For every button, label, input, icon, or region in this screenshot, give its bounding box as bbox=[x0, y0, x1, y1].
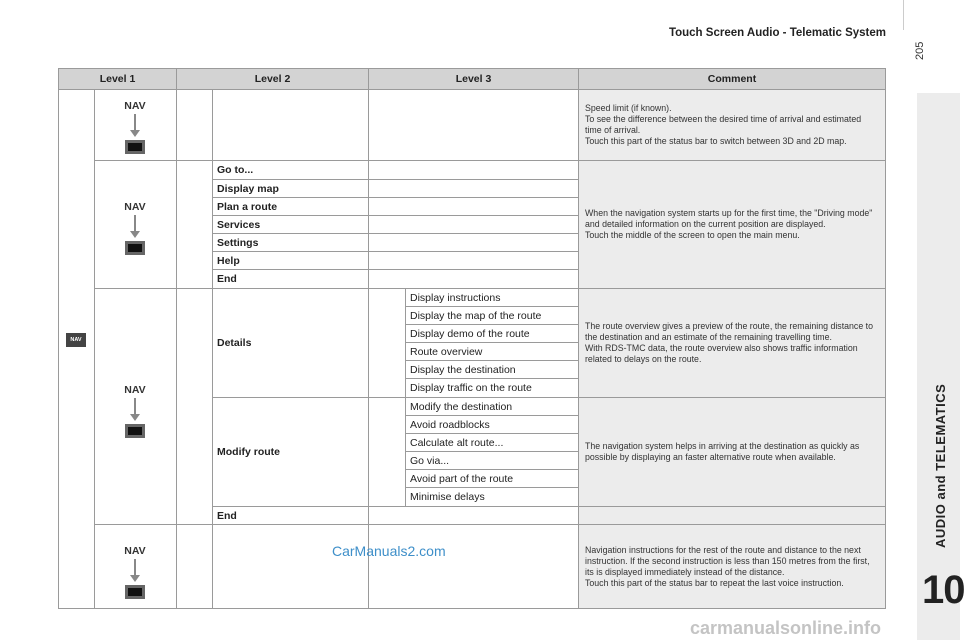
blank-cell bbox=[368, 506, 579, 525]
comment-cell: Speed limit (if known). To see the difference between the desired time of arrival and estimated time of arrival. Touch this part of the status bar to switch between 3D and 2D map. bbox=[578, 89, 886, 161]
details-item: Route overview bbox=[405, 342, 579, 361]
menu-item: Help bbox=[212, 251, 369, 270]
header-level-1: Level 1 bbox=[58, 68, 177, 90]
nav-status-icon bbox=[115, 201, 155, 261]
details-label: Details bbox=[212, 288, 369, 398]
blank-cell bbox=[368, 251, 579, 270]
screen-display-icon bbox=[128, 588, 142, 596]
header-comment: Comment bbox=[578, 68, 886, 90]
nav-label: NAV bbox=[124, 384, 146, 396]
nav-status-icon bbox=[115, 100, 155, 160]
blank-cell bbox=[368, 233, 579, 252]
nav-label: NAV bbox=[124, 545, 146, 557]
details-item: Display the map of the route bbox=[405, 306, 579, 325]
modify-item: Calculate alt route... bbox=[405, 433, 579, 452]
blank-cell bbox=[176, 524, 213, 609]
blank-cell bbox=[368, 288, 406, 398]
modify-route-label: Modify route bbox=[212, 397, 369, 507]
menu-item: Display map bbox=[212, 179, 369, 198]
details-item: Display the destination bbox=[405, 360, 579, 379]
header-level-3: Level 3 bbox=[368, 68, 579, 90]
blank-cell bbox=[368, 397, 406, 507]
blank-cell bbox=[368, 179, 579, 198]
nav-status-icon bbox=[115, 545, 155, 605]
blank-cell bbox=[368, 89, 579, 161]
level1-column bbox=[58, 89, 95, 609]
nav-status-icon bbox=[115, 384, 155, 444]
details-item: Display instructions bbox=[405, 288, 579, 307]
chapter-section-label: AUDIO and TELEMATICS bbox=[933, 383, 948, 548]
end-label: End bbox=[212, 506, 369, 525]
blank-cell bbox=[368, 197, 579, 216]
comment-cell: The navigation system helps in arriving at the destination as quickly as possible by displaying an faster alternative route when available. bbox=[578, 397, 886, 507]
blank-cell bbox=[212, 524, 369, 609]
arrowhead-icon bbox=[130, 130, 140, 137]
blank-cell bbox=[176, 288, 213, 525]
screen-display-icon bbox=[128, 427, 142, 435]
menu-item: End bbox=[212, 269, 369, 289]
menu-item: Plan a route bbox=[212, 197, 369, 216]
blank-cell bbox=[368, 269, 579, 289]
details-item: Display demo of the route bbox=[405, 324, 579, 343]
blank-cell bbox=[368, 160, 579, 180]
modify-item: Avoid part of the route bbox=[405, 469, 579, 488]
comment-cell: When the navigation system starts up for the first time, the "Driving mode" and detailed information on the current position are displayed. Touch the middle of the screen to open the main menu. bbox=[578, 160, 886, 289]
chapter-sidebar bbox=[917, 93, 965, 640]
arrowhead-icon bbox=[130, 575, 140, 582]
modify-item: Avoid roadblocks bbox=[405, 415, 579, 434]
blank-cell bbox=[368, 215, 579, 234]
nav-badge-icon: NAV bbox=[66, 333, 86, 347]
nav-label: NAV bbox=[124, 201, 146, 213]
screen-display-icon bbox=[128, 244, 142, 252]
watermark-carmanuals2: CarManuals2.com bbox=[332, 543, 446, 559]
header-divider bbox=[903, 0, 904, 30]
details-item: Display traffic on the route bbox=[405, 378, 579, 398]
blank-cell bbox=[176, 89, 213, 161]
blank-cell bbox=[578, 506, 886, 525]
menu-item: Settings bbox=[212, 233, 369, 252]
arrowhead-icon bbox=[130, 414, 140, 421]
menu-item: Go to... bbox=[212, 160, 369, 180]
page-header-title: Touch Screen Audio - Telematic System bbox=[668, 27, 886, 39]
screen-display-icon bbox=[128, 143, 142, 151]
page-number: 205 bbox=[914, 41, 926, 60]
nav-label: NAV bbox=[124, 100, 146, 112]
menu-item: Services bbox=[212, 215, 369, 234]
blank-cell bbox=[176, 160, 213, 289]
chapter-number: 10 bbox=[922, 568, 965, 612]
blank-cell bbox=[368, 524, 579, 609]
header-level-2: Level 2 bbox=[176, 68, 369, 90]
arrowhead-icon bbox=[130, 231, 140, 238]
modify-item: Minimise delays bbox=[405, 487, 579, 507]
comment-cell: The route overview gives a preview of the route, the remaining distance to the destination and an estimate of the remaining travelling time. With RDS-TMC data, the route overview also shows traffic information related to delays on the route. bbox=[578, 288, 886, 398]
watermark-carmanualsonline: carmanualsonline.info bbox=[690, 618, 882, 638]
modify-item: Modify the destination bbox=[405, 397, 579, 416]
blank-cell bbox=[212, 89, 369, 161]
comment-cell: Navigation instructions for the rest of the route and distance to the next instruction. If the second instruction is less than 150 metres from the first, its is displayed immediately instead of the distance. Touch this part of the status bar to repeat the last voice instruction. bbox=[578, 524, 886, 609]
modify-item: Go via... bbox=[405, 451, 579, 470]
